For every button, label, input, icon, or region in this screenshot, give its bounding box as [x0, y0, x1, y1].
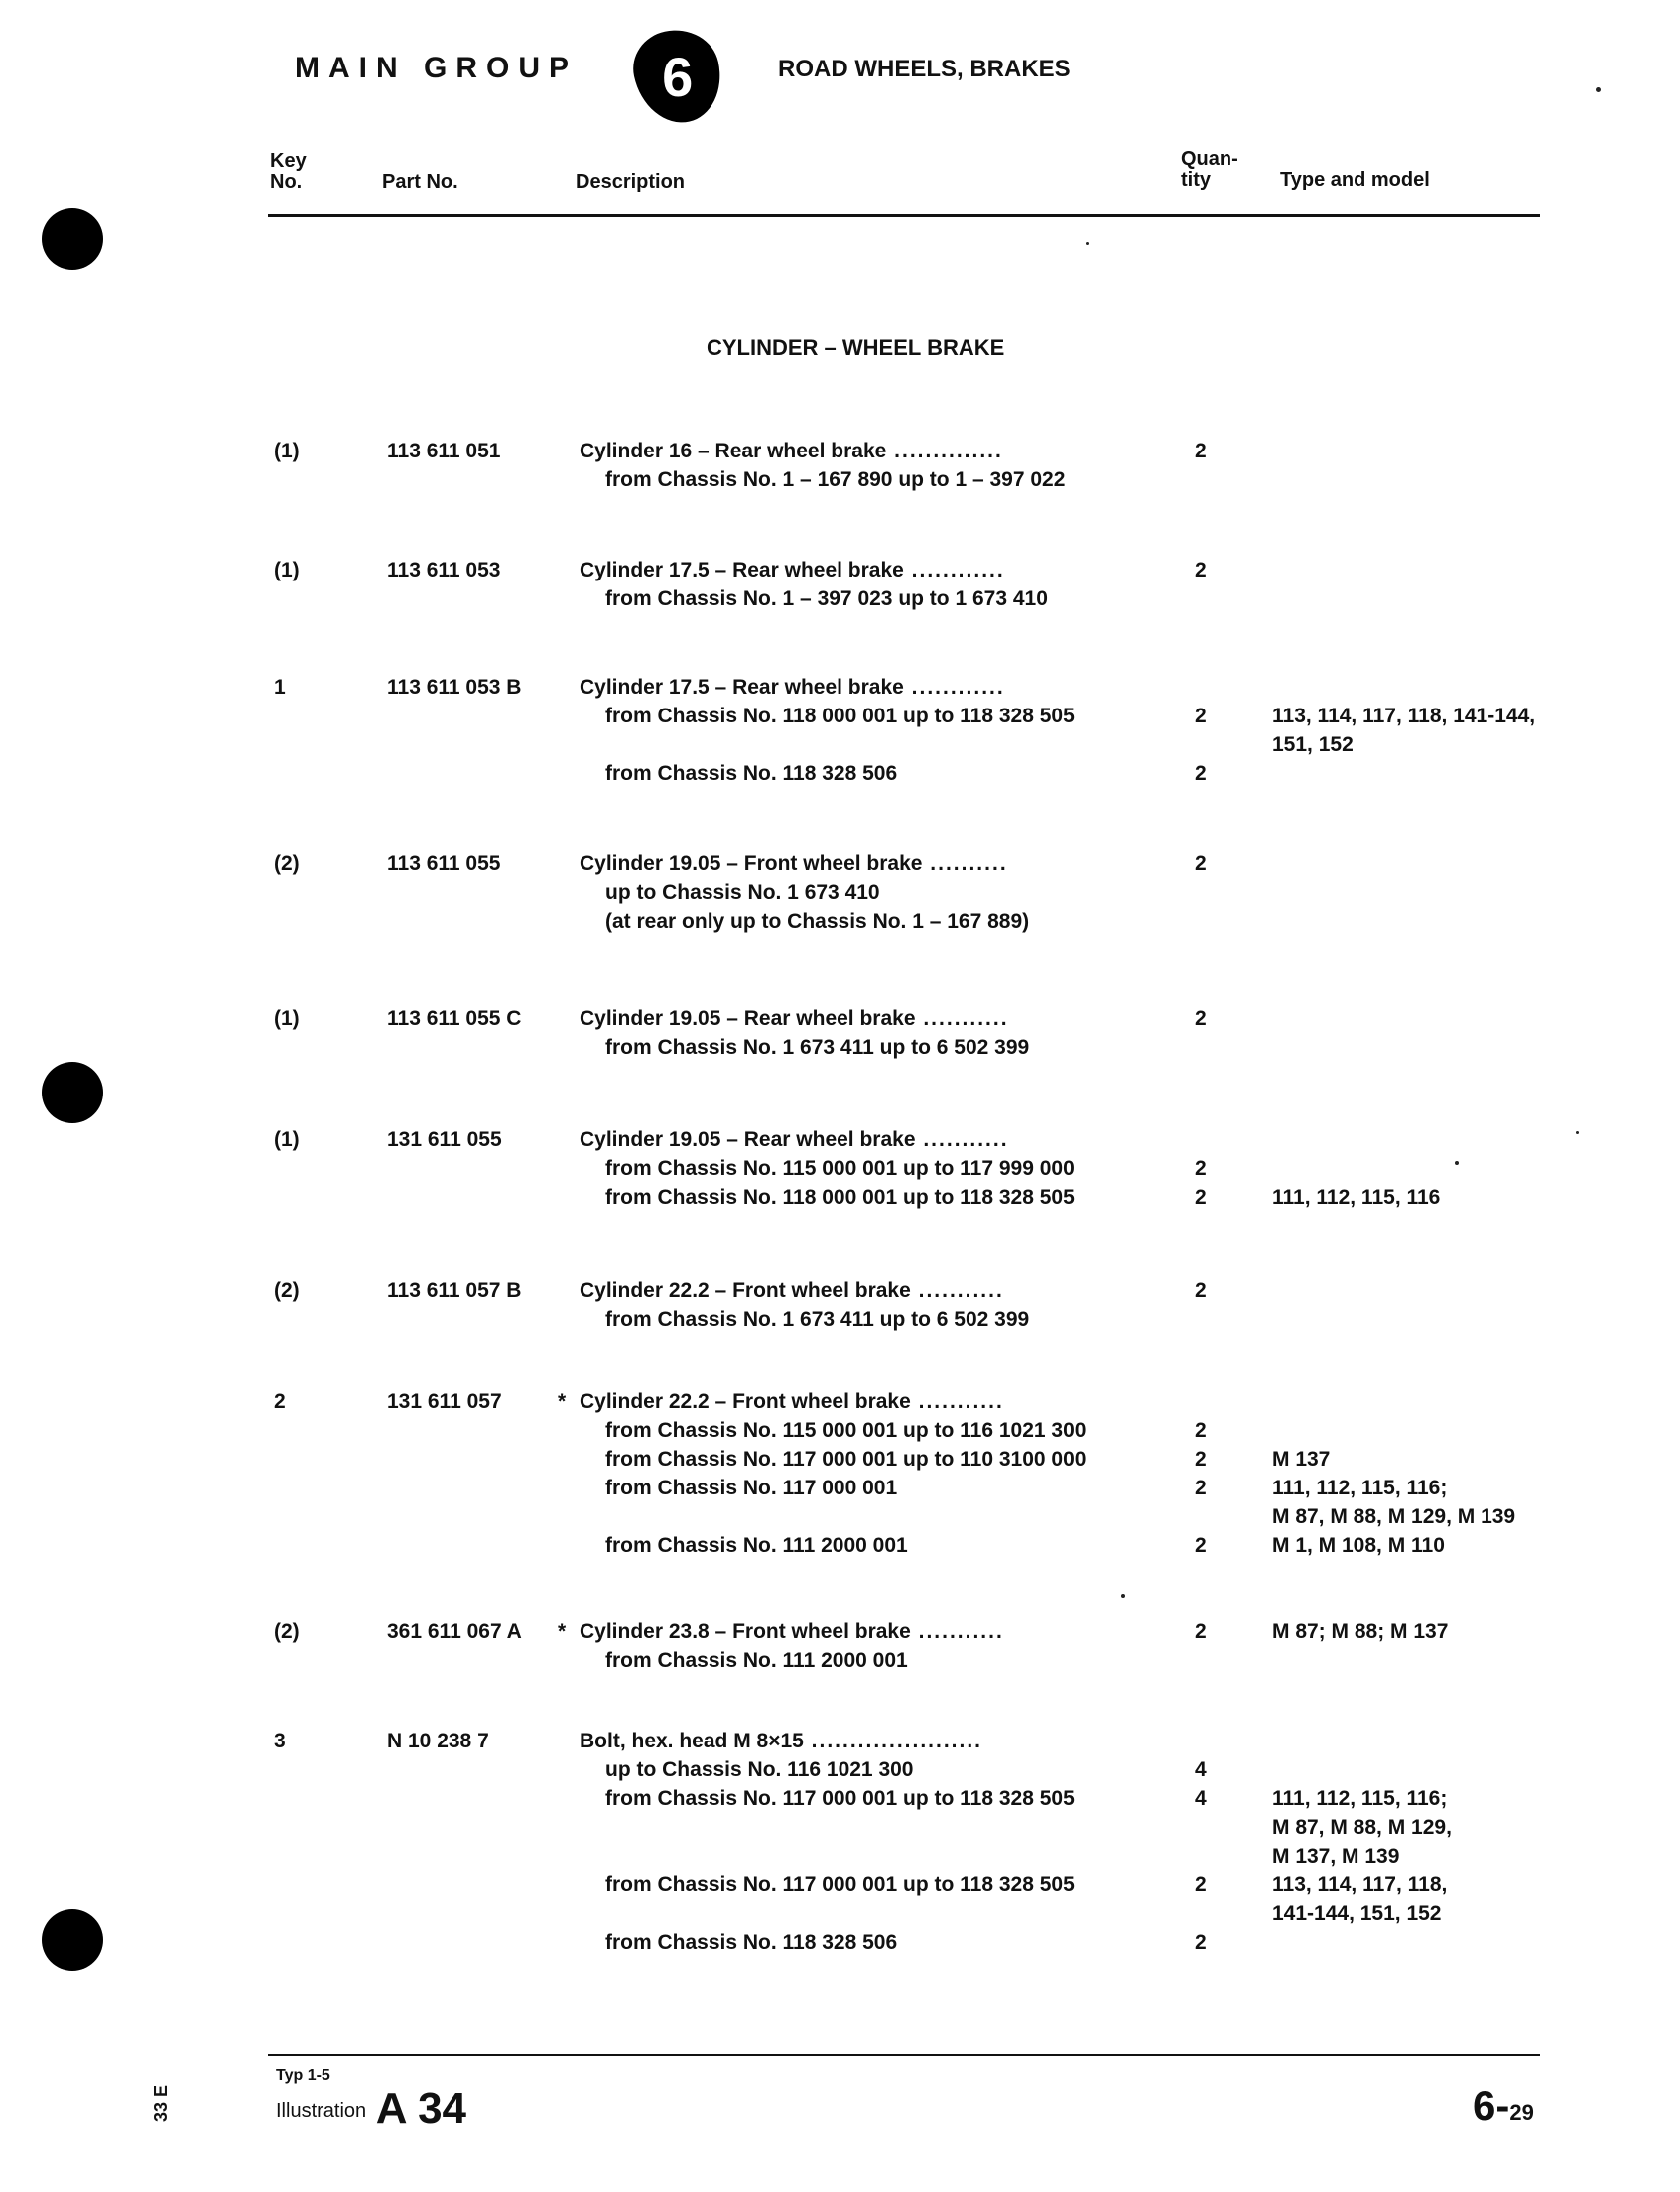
group-number: 6	[662, 45, 694, 108]
illustration-label: Illustration	[276, 2100, 367, 2122]
entry-type-model: 113, 114, 117, 118, 141-144, 151, 152	[1272, 705, 1536, 756]
entry-type-model: 111, 112, 115, 116; M 87, M 88, M 129, M 137, M 139 113, 114, 117, 118, 141-144, 151, 152	[1272, 1787, 1452, 1925]
entry-key-no: (1)	[274, 1128, 300, 1151]
col-qty-line1: Quan-	[1181, 148, 1238, 170]
entry-description-main: Cylinder 22.2 – Front wheel brake ...........	[580, 1279, 1004, 1302]
col-description: Description	[576, 171, 686, 193]
scan-speck	[1086, 242, 1089, 245]
entry-key-no: (1)	[274, 440, 300, 462]
entry-type-model	[1272, 437, 1278, 494]
entry-description-line: from Chassis No. 117 000 001	[605, 1477, 898, 1499]
entry-description-main: Bolt, hex. head M 8×15 ......................	[580, 1730, 983, 1752]
entry-quantity: 2 2	[1195, 1157, 1207, 1209]
entry-description-line: up to Chassis No. 116 1021 300	[605, 1758, 914, 1781]
entry-description	[580, 1276, 1029, 1334]
main-group-label: MAIN GROUP	[295, 52, 578, 84]
entry-quantity: 4 4 2 2	[1195, 1758, 1207, 1954]
page-number-main: 6-	[1473, 2082, 1510, 2128]
entry-key-no: (2)	[274, 852, 300, 875]
entry-description-line: from Chassis No. 1 673 411 up to 6 502 399	[605, 1036, 1030, 1059]
col-key-line1: Key	[270, 150, 307, 172]
entry-description-main: Cylinder 17.5 – Rear wheel brake ............	[580, 559, 1005, 581]
entry-key-no: 2	[274, 1390, 286, 1413]
entry-part-no: 131 611 057	[387, 1390, 502, 1413]
scan-speck	[1576, 1131, 1579, 1134]
entry-quantity: 2	[1195, 852, 1207, 875]
entry-description	[580, 1387, 1086, 1560]
entry-key-no: (2)	[274, 1279, 300, 1302]
page-number-sub: 29	[1509, 2100, 1534, 2125]
entry-description-line	[580, 1899, 1075, 1928]
entry-star-marker: *	[558, 1620, 567, 1643]
col-key-line2: No.	[270, 171, 303, 193]
scan-speck	[1121, 1594, 1125, 1598]
entry-quantity: 2	[1195, 440, 1207, 462]
entry-quantity: 2	[1195, 1620, 1207, 1643]
entry-description-line	[580, 1842, 1075, 1870]
punch-hole-bottom	[42, 1909, 103, 1971]
entry-type-model	[1272, 1276, 1278, 1334]
entry-description-line: from Chassis No. 118 000 001 up to 118 328 505	[605, 705, 1075, 727]
col-key-no	[270, 151, 307, 193]
group-number-badge	[626, 22, 729, 131]
page-number	[1473, 2082, 1534, 2129]
entry-description-line: from Chassis No. 118 328 506	[605, 1931, 898, 1954]
col-part-no: Part No.	[382, 171, 458, 193]
entry-description-line: from Chassis No. 117 000 001 up to 110 3100 000	[605, 1448, 1087, 1471]
side-code: 33 E	[151, 2084, 171, 2122]
entry-type-model	[1272, 1004, 1278, 1062]
entry-key-no: (2)	[274, 1620, 300, 1643]
entry-quantity: 2	[1195, 1279, 1207, 1302]
entry-description	[580, 1727, 1075, 1957]
entry-type-model: 111, 112, 115, 116	[1272, 1186, 1441, 1209]
entry-description-line	[580, 730, 1075, 759]
entry-description	[580, 1125, 1075, 1212]
entry-description	[580, 437, 1065, 494]
entry-description-line: from Chassis No. 118 000 001 up to 118 328 505	[605, 1186, 1075, 1209]
entry-description-line: from Chassis No. 111 2000 001	[605, 1649, 908, 1672]
footer-rule	[268, 2054, 1540, 2056]
entry-description	[580, 849, 1029, 936]
entry-type-model	[1272, 849, 1278, 936]
header-rule	[268, 214, 1540, 217]
entry-description-line: from Chassis No. 115 000 001 up to 117 999 000	[605, 1157, 1075, 1180]
entry-part-no: 113 611 053	[387, 559, 501, 581]
footer-illustration	[276, 2084, 466, 2133]
entry-quantity: 2 2 2 2	[1195, 1419, 1207, 1557]
entry-part-no: 113 611 055 C	[387, 1007, 522, 1030]
entry-star-marker: *	[558, 1390, 567, 1413]
punch-hole-middle	[42, 1062, 103, 1123]
entry-description	[580, 1617, 1004, 1675]
entry-description-line: from Chassis No. 1 – 397 023 up to 1 673 410	[605, 587, 1048, 610]
entry-description-line: from Chassis No. 115 000 001 up to 116 1021 300	[605, 1419, 1087, 1442]
entry-type-model: M 137 111, 112, 115, 116; M 87, M 88, M 129, M 139 M 1, M 108, M 110	[1272, 1448, 1516, 1557]
entry-quantity: 2 2	[1195, 705, 1207, 785]
entry-description-line: from Chassis No. 1 673 411 up to 6 502 399	[605, 1308, 1030, 1331]
entry-description-main: Cylinder 17.5 – Rear wheel brake ............	[580, 676, 1005, 699]
entry-description-main: Cylinder 22.2 – Front wheel brake ...........	[580, 1390, 1004, 1413]
entry-key-no: (1)	[274, 559, 300, 581]
scan-speck	[1455, 1161, 1459, 1165]
entry-description-line: from Chassis No. 1 – 167 890 up to 1 – 397 022	[605, 468, 1066, 491]
col-qty-line2: tity	[1181, 169, 1211, 191]
entry-type-model	[1272, 556, 1278, 613]
col-quantity	[1181, 149, 1238, 191]
entry-description-main: Cylinder 19.05 – Rear wheel brake ...........	[580, 1128, 1009, 1151]
entry-description-main: Cylinder 23.8 – Front wheel brake ...........	[580, 1620, 1004, 1643]
col-type-model: Type and model	[1280, 169, 1430, 191]
entry-description-line: from Chassis No. 118 328 506	[605, 762, 898, 785]
entry-key-no: 3	[274, 1730, 286, 1752]
entry-description-line	[580, 1502, 1086, 1531]
illustration-ref: A 34	[375, 2084, 467, 2132]
entry-part-no: N 10 238 7	[387, 1730, 489, 1752]
entry-description	[580, 1004, 1029, 1062]
entry-description-line: (at rear only up to Chassis No. 1 – 167 889)	[605, 910, 1030, 933]
entry-description-line: up to Chassis No. 1 673 410	[605, 881, 880, 904]
entry-quantity: 2	[1195, 1007, 1207, 1030]
entry-key-no: (1)	[274, 1007, 300, 1030]
punch-hole-top	[42, 208, 103, 270]
entry-description-line: from Chassis No. 117 000 001 up to 118 328 505	[605, 1787, 1075, 1810]
entry-description-line: from Chassis No. 111 2000 001	[605, 1534, 908, 1557]
entry-key-no: 1	[274, 676, 286, 699]
entry-part-no: 131 611 055	[387, 1128, 502, 1151]
entry-description-main: Cylinder 16 – Rear wheel brake ..............	[580, 440, 1003, 462]
entry-description	[580, 673, 1075, 788]
entry-part-no: 113 611 057 B	[387, 1279, 522, 1302]
entry-description-main: Cylinder 19.05 – Front wheel brake ..........	[580, 852, 1008, 875]
entry-part-no: 113 611 053 B	[387, 676, 522, 699]
entry-part-no: 113 611 051	[387, 440, 501, 462]
entry-quantity: 2	[1195, 559, 1207, 581]
entry-part-no: 113 611 055	[387, 852, 501, 875]
scan-speck	[1596, 87, 1601, 92]
entry-part-no: 361 611 067 A	[387, 1620, 522, 1643]
entry-type-model: M 87; M 88; M 137	[1272, 1620, 1449, 1643]
entry-description-line	[580, 1813, 1075, 1842]
entry-description-main: Cylinder 19.05 – Rear wheel brake ...........	[580, 1007, 1009, 1030]
footer-typ: Typ 1-5	[276, 2067, 330, 2084]
entry-description	[580, 556, 1048, 613]
group-title: ROAD WHEELS, BRAKES	[778, 56, 1071, 82]
entry-description-line: from Chassis No. 117 000 001 up to 118 328 505	[605, 1873, 1075, 1896]
